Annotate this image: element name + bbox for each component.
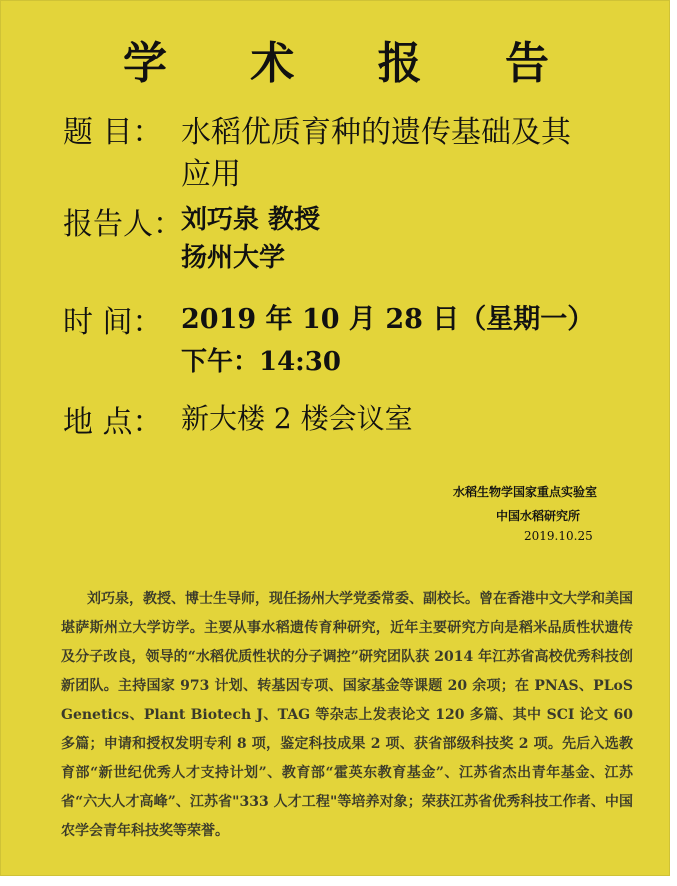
- organizer-line-2: 中国水稻研究所: [496, 509, 581, 523]
- time-label: 时 间：: [63, 305, 163, 340]
- place-label: 地 点：: [63, 405, 163, 440]
- poster-title: 学 术 报 告: [123, 38, 583, 89]
- topic-line-1: 水稻优质育种的遗传基础及其: [181, 115, 571, 150]
- organizer-date: 2019.10.25: [524, 529, 593, 543]
- time-date: 2019 年 10 月 28 日（星期一）: [181, 304, 595, 335]
- speaker-label: 报告人：: [63, 207, 183, 242]
- time-clock: 下午：14:30: [181, 347, 341, 377]
- speaker-bio: 刘巧泉，教授、博士生导师，现任扬州大学党委常委、副校长。曾在香港中文大学和美国堪萨斯州立大学访学。主要从事水稻遗传育种研究，近年主要研究方向是稻米品质性状遗传及分子改良，领导的“水稻优质性状的分子调控”研究团队获 2014 年江苏省高校优秀科技创新团队。主持国家 973 计划、转基因专项、国家基金等课题 20 余项；在 PNAS、PLoS Genetics、Plant Biotech J、TAG 等杂志上发表论文 120 多篇、其中 SCI 论文 60 多篇；申请和授权发明专利 8 项，鉴定科技成果 2 项、获省部级科技奖 2 项。先后入选教育部“新世纪优秀人才支持计划”、教育部“霍英东教育基金”、江苏省杰出青年基金、江苏省“六大人才高峰”、江苏省"333 人才工程"等培养对象；荣获江苏省优秀科技工作者、中国农学会青年科技奖等荣誉。: [61, 591, 633, 839]
- speaker-name: 刘巧泉 教授: [181, 205, 321, 235]
- place-value: 新大楼 2 楼会议室: [181, 402, 413, 435]
- topic-line-2: 应用: [181, 157, 241, 192]
- organizer-line-1: 水稻生物学国家重点实验室: [453, 485, 598, 499]
- topic-label: 题 目：: [63, 115, 163, 150]
- speaker-affiliation: 扬州大学: [181, 243, 286, 273]
